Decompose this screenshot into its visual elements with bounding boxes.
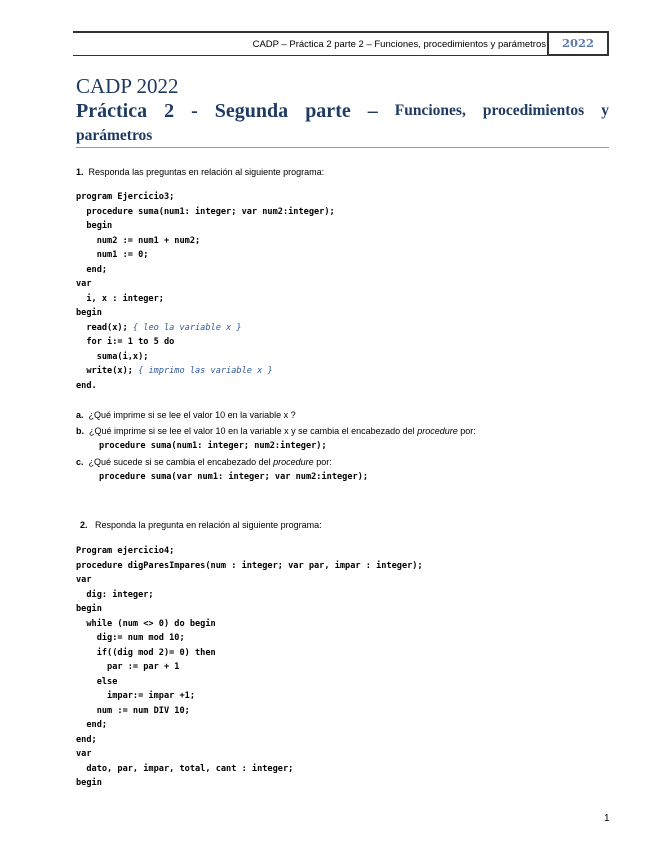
question-c-text: ¿Qué sucede si se cambia el encabezado del <box>88 457 274 467</box>
title-word: 2 <box>164 100 175 122</box>
code-line: dig:= num mod 10; <box>76 633 185 643</box>
question-c-label: c. <box>76 457 84 467</box>
question-b-emphasis: procedure <box>417 426 458 436</box>
header-top-rule <box>73 31 609 33</box>
code-line: var <box>76 749 92 759</box>
code-line: begin <box>76 308 102 318</box>
code-line: write(x); <box>76 366 139 376</box>
question-a-text: ¿Qué imprime si se lee el valor 10 en la variable x ? <box>88 410 296 420</box>
exercise2-prompt-text: Responda la pregunta en relación al siguiente programa: <box>95 520 322 530</box>
code-line: else <box>76 676 118 687</box>
code-line: suma(i,x); <box>76 351 149 362</box>
question-b-label: b. <box>76 426 84 436</box>
code-line: Program ejercicio4; <box>76 546 175 556</box>
exercise1-prompt-text: Responda las preguntas en relación al siguiente programa: <box>88 167 325 177</box>
code-line: begin <box>76 604 102 614</box>
header-bottom-rule <box>73 55 609 56</box>
question-a <box>76 410 296 420</box>
code-line: i, x : integer; <box>76 293 164 304</box>
code-comment: { imprimo las variable x } <box>138 366 273 376</box>
question-c-emphasis: procedure <box>273 457 314 467</box>
code-line: var <box>76 279 92 289</box>
subtitle-word: procedimientos <box>482 102 585 119</box>
code-line: impar:= impar +1; <box>76 691 195 701</box>
code-line: program Ejercicio3; <box>76 192 175 202</box>
code-comment: { leo la variable x } <box>132 322 242 333</box>
code-line: procedure suma(num1: integer; var num2:integer); <box>76 206 335 217</box>
code-line: num1 := 0; <box>76 250 149 260</box>
page-number: 1 <box>604 813 610 824</box>
code-line: dato, par, impar, total, cant : integer; <box>76 763 294 774</box>
code-line: num2 := num1 + num2; <box>76 235 201 246</box>
code-line: while (num <> 0) do begin <box>76 618 216 629</box>
header-year-box: 2022 <box>547 31 609 56</box>
code-line: if((dig mod 2)= 0) then <box>76 647 216 658</box>
running-title: CADP – Práctica 2 parte 2 – Funciones, procedimientos y parámetros <box>252 39 546 50</box>
exercise1-prompt <box>76 167 324 177</box>
question-b-code: procedure suma(num1: integer; num2:integer); <box>99 441 327 451</box>
question-c <box>76 457 332 467</box>
code-line: dig: integer; <box>76 589 154 600</box>
title-word: Práctica <box>76 100 148 122</box>
code-line: read(x); <box>76 322 133 333</box>
question-c-text-end: por: <box>313 457 332 467</box>
exercise2-code <box>76 544 423 791</box>
exercise2-prompt <box>80 520 322 530</box>
subtitle-word: Funciones, <box>394 102 466 119</box>
subtitle-line2: parámetros <box>76 127 153 144</box>
code-line: end; <box>76 720 108 730</box>
title-word: parte <box>305 100 351 122</box>
code-line: for i:= 1 to 5 do <box>76 337 175 347</box>
title-word: – <box>367 100 378 122</box>
practice-title <box>76 100 609 147</box>
code-line: end; <box>76 264 108 275</box>
question-a-label: a. <box>76 410 84 420</box>
code-line: par := par + 1 <box>76 662 180 672</box>
title-rule <box>76 147 609 148</box>
running-header <box>73 31 609 56</box>
question-b-text: ¿Qué imprime si se lee el valor 10 en la variable x y se cambia el encabezado del <box>89 426 418 436</box>
code-line: end; <box>76 734 97 745</box>
subtitle-word: y <box>601 102 609 119</box>
exercise1-number: 1. <box>76 167 84 177</box>
practice-title-line1 <box>76 100 609 122</box>
course-title: CADP 2022 <box>76 74 179 98</box>
question-c-code: procedure suma(var num1: integer; var num2:integer); <box>99 472 369 482</box>
code-line: num := num DIV 10; <box>76 705 190 716</box>
code-line: begin <box>76 221 113 231</box>
title-word: Segunda <box>214 100 289 122</box>
exercise1-code <box>76 190 335 393</box>
code-line: var <box>76 575 92 585</box>
exercise2-number: 2. <box>80 520 88 530</box>
title-word: - <box>191 100 198 122</box>
question-b-text-end: por: <box>457 426 476 436</box>
question-b <box>76 426 476 436</box>
code-line: procedure digParesImpares(num : integer; var par, impar : integer); <box>76 560 423 571</box>
code-line: begin <box>76 778 102 788</box>
code-line: end. <box>76 380 97 391</box>
